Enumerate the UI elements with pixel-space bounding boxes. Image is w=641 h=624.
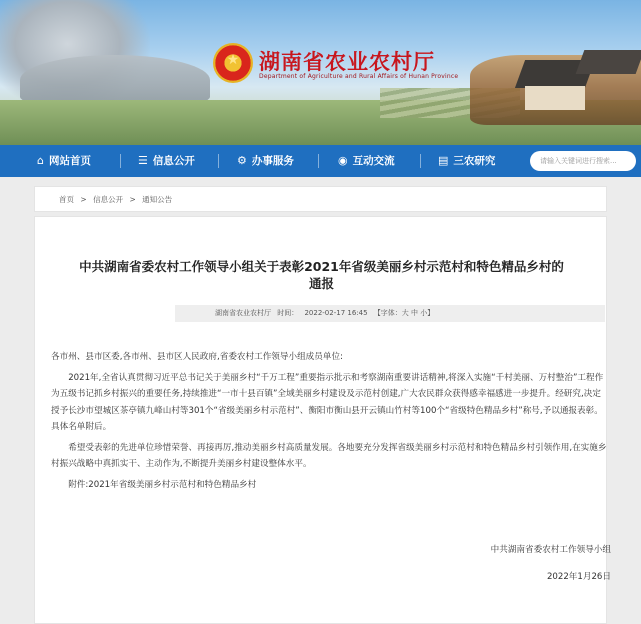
article-time-label: 时间： (277, 309, 299, 317)
article-title-line: 通报 (308, 276, 334, 291)
service-icon: ⚙ (237, 154, 247, 167)
breadcrumb-home-link[interactable]: 首页 (59, 195, 74, 204)
nav-divider (318, 154, 319, 168)
article-time: 2022-02-17 16:45 (304, 309, 368, 317)
font-size-switcher[interactable]: 【字体：大 中 小】 (373, 309, 435, 317)
site-title[interactable]: 湖南省农业农村厅 (259, 50, 435, 74)
site-subtitle: Department of Agriculture and Rural Affairs of Hunan Province (259, 73, 459, 80)
home-icon: ⌂ (37, 154, 44, 167)
article-attachment[interactable]: 附件:2021年省级美丽乡村示范村和特色精品乡村 (68, 479, 257, 490)
banner-wall-image (525, 86, 585, 110)
document-icon: ☰ (138, 154, 148, 167)
header-banner (0, 0, 641, 145)
breadcrumb-section-link[interactable]: 信息公开 (93, 195, 124, 204)
article-body (51, 349, 607, 497)
search-input[interactable]: 请输入关键词进行搜索... (530, 151, 636, 171)
nav-item-home[interactable] (37, 145, 91, 177)
nav-divider (420, 154, 421, 168)
article-signature: 中共湖南省委农村工作领导小组 (490, 545, 611, 555)
breadcrumb-bar (34, 186, 607, 212)
nav-item-info[interactable] (138, 145, 195, 177)
breadcrumb-current-link[interactable]: 通知公告 (142, 195, 173, 204)
book-icon: ▤ (438, 154, 449, 167)
article-paragraph: 希望受表彰的先进单位珍惜荣誉、再接再厉,推动美丽乡村高质量发展。各地要充分发挥省级美丽乡村示范村和特色精品乡村引领作用,在实施乡村振兴战略中真抓实干、主动作为,不断提升美丽乡村建设整体水平。 (51, 442, 607, 469)
article-date: 2022年1月26日 (546, 572, 611, 582)
nav-divider (120, 154, 121, 168)
breadcrumb-separator: > (80, 195, 87, 204)
nav-item-label: 互动交流 (352, 155, 395, 167)
breadcrumb-separator: > (129, 195, 136, 204)
banner-roof-image (576, 50, 641, 74)
banner-rock-image (20, 55, 210, 105)
article-title (55, 258, 588, 292)
article-source: 湖南省农业农村厅 (215, 309, 271, 317)
article-paragraph: 2021年,全省认真贯彻习近平总书记关于美丽乡村“千万工程”重要指示批示和考察湖南重要讲话精神,将深入实施“千村美丽、万村整治”工程作为五级书记抓乡村振兴的重要任务,持续推进“一市十县百镇”全域美丽乡村建设及示范村创建,广大农民群众获得感幸福感进一步提升。经研究,决定授予长沙市望城区茶亭镇九峰山村等301个“省级美丽乡村示范村”、衡阳市衡山县开云镇山竹村等100个“省级特色精品乡村”称号,予以通报表彰。具体名单附后。 (51, 372, 604, 432)
nav-item-research[interactable] (438, 145, 495, 177)
nav-item-label: 网站首页 (48, 155, 91, 167)
nav-divider (218, 154, 219, 168)
nav-item-label: 信息公开 (152, 155, 195, 167)
article-title-line: 中共湖南省委农村工作领导小组关于表彰2021年省级美丽乡村示范村和特色精品乡村的 (79, 259, 564, 274)
nav-item-label: 三农研究 (453, 155, 496, 167)
nav-item-interaction[interactable] (338, 145, 395, 177)
article-meta (175, 305, 605, 322)
national-emblem-icon[interactable]: ★ (213, 43, 253, 83)
nav-item-label: 办事服务 (251, 155, 294, 167)
article-salutation: 各市州、县市区委,各市州、县市区人民政府,省委农村工作领导小组成员单位: (51, 352, 343, 362)
nav-item-services[interactable] (237, 145, 294, 177)
breadcrumb (59, 194, 176, 205)
chat-icon: ◉ (338, 154, 348, 167)
